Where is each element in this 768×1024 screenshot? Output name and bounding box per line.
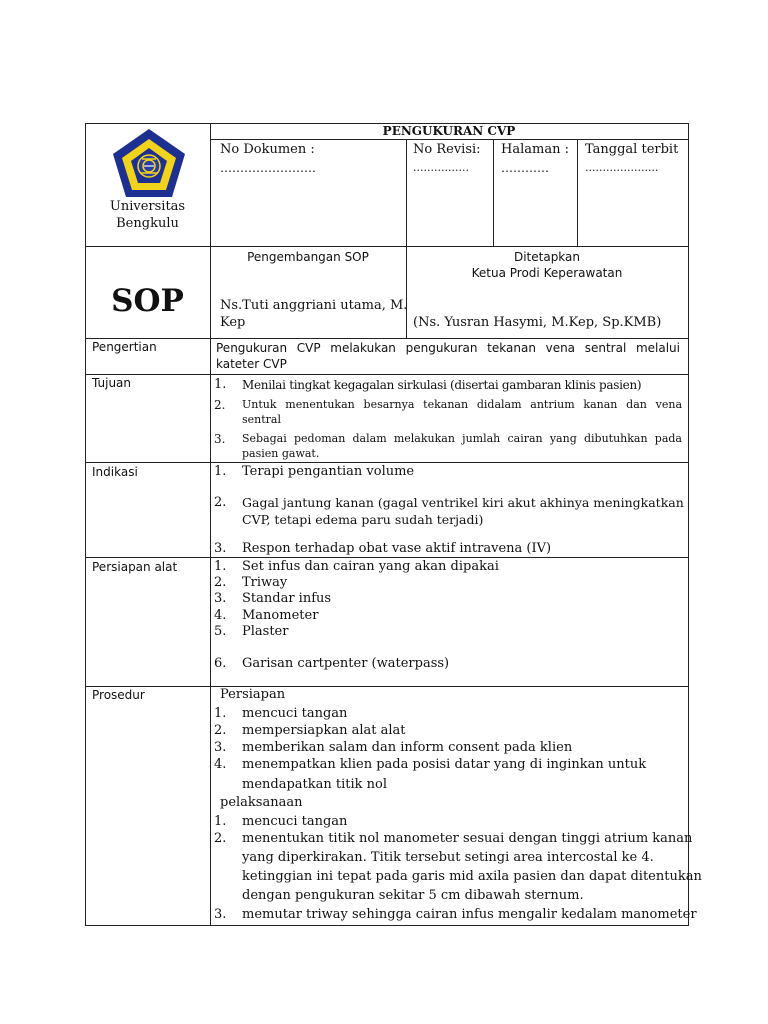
list-text: menempatkan klien pada posisi datar yang di inginkan untuk [242,757,647,772]
ketua-prodi-label: Ketua Prodi Keperawatan [471,266,623,280]
list-text: Plaster [242,624,289,639]
list-text: Garisan cartpenter (waterpass) [242,656,450,671]
halaman-label: Halaman : [501,142,569,157]
list-text: Respon terhadap obat vase aktif intravena (IV) [242,541,552,556]
persiapan-heading: Persiapan [220,687,286,702]
list-number: 6. [214,656,227,671]
list-text: memutar triway sehingga cairan infus mengalir kedalam manometer [242,907,697,922]
sop-label: SOP [111,283,184,319]
pengembang-name-line2: Kep [220,315,246,330]
list-number: 2. [214,495,227,510]
no-dokumen-value: …………………… [220,161,316,175]
list-number: 4. [214,757,227,772]
list-text-cont: ketinggian ini tepat pada garis mid axila pasien dan dapat ditentukan [242,869,702,884]
list-number: 4. [214,608,227,623]
list-number: 1. [214,559,227,574]
pengembangan-sop-label: Pengembangan SOP [247,250,369,264]
list-text: Manometer [242,608,319,623]
pelaksanaan-heading: pelaksanaan [220,795,303,810]
pengertian-label: Pengertian [92,340,157,354]
list-text: Standar infus [242,591,332,606]
list-number: 1. [214,706,227,721]
list-number: 1. [214,464,227,479]
list-text-cont: pasien gawat. [242,447,320,460]
university-logo [110,126,188,200]
document-title: PENGUKURAN CVP [382,124,516,138]
list-text-cont: sentral [242,413,281,426]
list-number: 3. [214,541,227,556]
no-revisi-label: No Revisi: [413,142,481,157]
list-number: 1. [214,377,227,392]
list-number: 2. [214,398,226,412]
prosedur-label: Prosedur [92,688,145,702]
list-text-cont: dengan pengukuran sekitar 5 cm dibawah sternum. [242,888,584,903]
list-text: Terapi pengantian volume [242,464,415,479]
list-text: Untuk menentukan besarnya tekanan didalam antrium kanan dan vena [242,398,682,411]
list-text: Triway [242,575,288,590]
list-number: 3. [214,432,226,446]
list-text-cont: yang diperkirakan. Titik tersebut setingi area intercostal ke 4. [242,850,654,865]
list-number: 3. [214,740,227,755]
pengertian-text-line2: kateter CVP [216,357,287,371]
list-number: 2. [214,575,227,590]
list-text: mempersiapkan alat alat [242,723,406,738]
indikasi-label: Indikasi [92,465,138,479]
list-number: 2. [214,831,227,846]
halaman-value: ………… [501,161,549,175]
ditetapkan-label: Ditetapkan [513,250,581,264]
list-text: Menilai tingkat kegagalan sirkulasi (disertai gambaran klinis pasien) [242,378,642,392]
penetap-name: (Ns. Yusran Hasymi, M.Kep, Sp.KMB) [413,315,662,330]
list-text: mencuci tangan [242,814,348,829]
list-number: 1. [214,814,227,829]
list-text-cont: CVP, tetapi edema paru sudah terjadi) [242,512,484,527]
pengembang-name-line1: Ns.Tuti anggriani utama, M. [220,298,408,313]
university-name-line2: Bengkulu [116,216,179,231]
tujuan-label: Tujuan [92,376,132,390]
pengertian-text-line1: Pengukuran CVP melakukan pengukuran tekanan vena sentral melalui [216,341,680,355]
list-number: 5. [214,624,227,639]
list-number: 3. [214,591,227,606]
list-text: memberikan salam dan inform consent pada klien [242,740,573,755]
list-text: menentukan titik nol manometer sesuai dengan tinggi atrium kanan [242,831,693,846]
list-number: 3. [214,907,227,922]
list-text: mencuci tangan [242,706,348,721]
tanggal-terbit-label: Tanggal terbit [585,142,679,157]
university-name-line1: Universitas [109,199,186,214]
list-text-cont: mendapatkan titik nol [242,777,388,792]
no-revisi-value: ................ [413,161,469,174]
list-text: Sebagai pedoman dalam melakukan jumlah cairan yang dibutuhkan pada [242,432,682,445]
tanggal-terbit-value: ..................... [585,161,659,174]
list-number: 2. [214,723,227,738]
no-dokumen-label: No Dokumen : [220,142,315,157]
list-text: Gagal jantung kanan (gagal ventrikel kiri akut akhinya meningkatkan [242,495,684,510]
persiapan-alat-label: Persiapan alat [92,560,178,574]
list-text: Set infus dan cairan yang akan dipakai [242,559,499,574]
